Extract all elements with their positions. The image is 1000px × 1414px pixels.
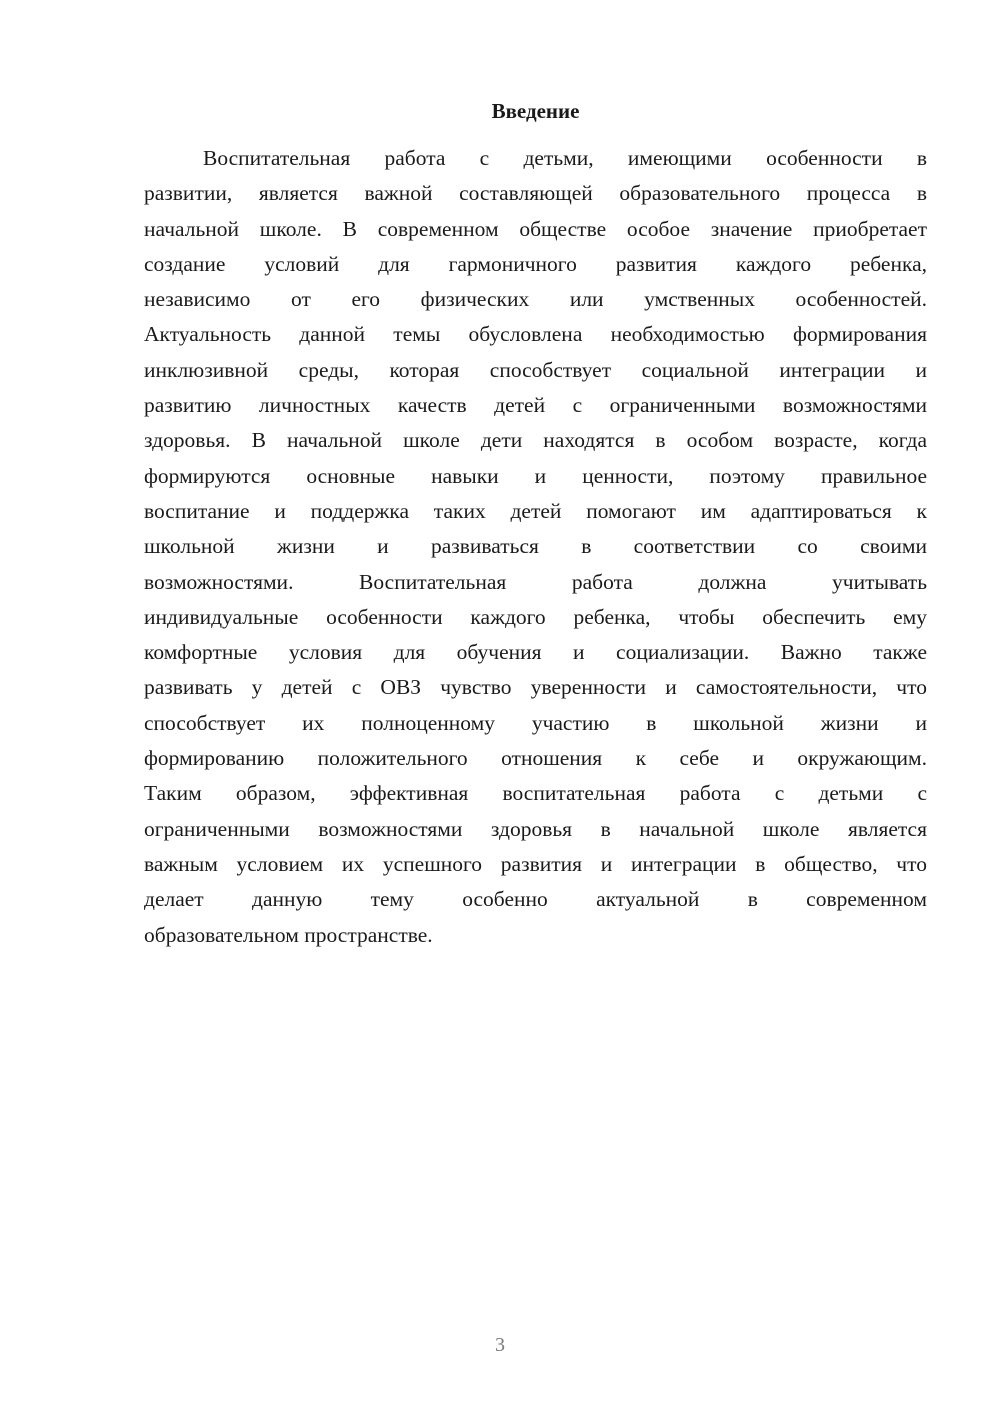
paragraph-line: школьной жизни и развиваться в соответствии со своими bbox=[144, 534, 927, 559]
paragraph-line: важным условием их успешного развития и интеграции в общество, что bbox=[144, 851, 927, 876]
paragraph-line: развитии, является важной составляющей образовательного процесса в bbox=[144, 181, 927, 206]
paragraph-line: Воспитательная работа с детьми, имеющими особенности в bbox=[203, 146, 927, 170]
paragraph-line: индивидуальные особенности каждого ребенка, чтобы обеспечить ему bbox=[144, 604, 927, 629]
paragraph-line: Таким образом, эффективная воспитательная работа с детьми с bbox=[144, 781, 927, 806]
paragraph-line: делает данную тему особенно актуальной в современном bbox=[144, 887, 927, 912]
section-heading: Введение bbox=[491, 99, 580, 123]
paragraph-line: формируются основные навыки и ценности, поэтому правильное bbox=[144, 463, 927, 488]
paragraph-line: инклюзивной среды, которая способствует социальной интеграции и bbox=[144, 357, 927, 382]
page-number: 3 bbox=[495, 1334, 505, 1356]
paragraph-line: комфортные условия для обучения и социализации. Важно также bbox=[144, 640, 927, 665]
paragraph-line: возможностями. Воспитательная работа должна учитывать bbox=[144, 569, 927, 594]
paragraph-line: развитию личностных качеств детей с ограниченными возможностями bbox=[144, 393, 927, 418]
paragraph-line: развивать у детей с ОВЗ чувство уверенности и самостоятельности, что bbox=[144, 675, 927, 700]
paragraph-line: формированию положительного отношения к себе и окружающим. bbox=[144, 746, 927, 771]
paragraph-line: здоровья. В начальной школе дети находятся в особом возрасте, когда bbox=[144, 428, 927, 453]
paragraph-line: создание условий для гармоничного развития каждого ребенка, bbox=[144, 251, 927, 276]
paragraph-line: ограниченными возможностями здоровья в начальной школе является bbox=[144, 816, 927, 841]
body-paragraph bbox=[144, 141, 927, 953]
paragraph-line: начальной школе. В современном обществе особое значение приобретает bbox=[144, 216, 927, 241]
paragraph-line: образовательном пространстве. bbox=[144, 922, 433, 947]
paragraph-line: способствует их полноценному участию в школьной жизни и bbox=[144, 710, 927, 735]
paragraph-line: воспитание и поддержка таких детей помогают им адаптироваться к bbox=[144, 498, 927, 523]
paragraph-line: независимо от его физических или умственных особенностей. bbox=[144, 287, 927, 312]
paragraph-line: Актуальность данной темы обусловлена необходимостью формирования bbox=[144, 322, 927, 347]
